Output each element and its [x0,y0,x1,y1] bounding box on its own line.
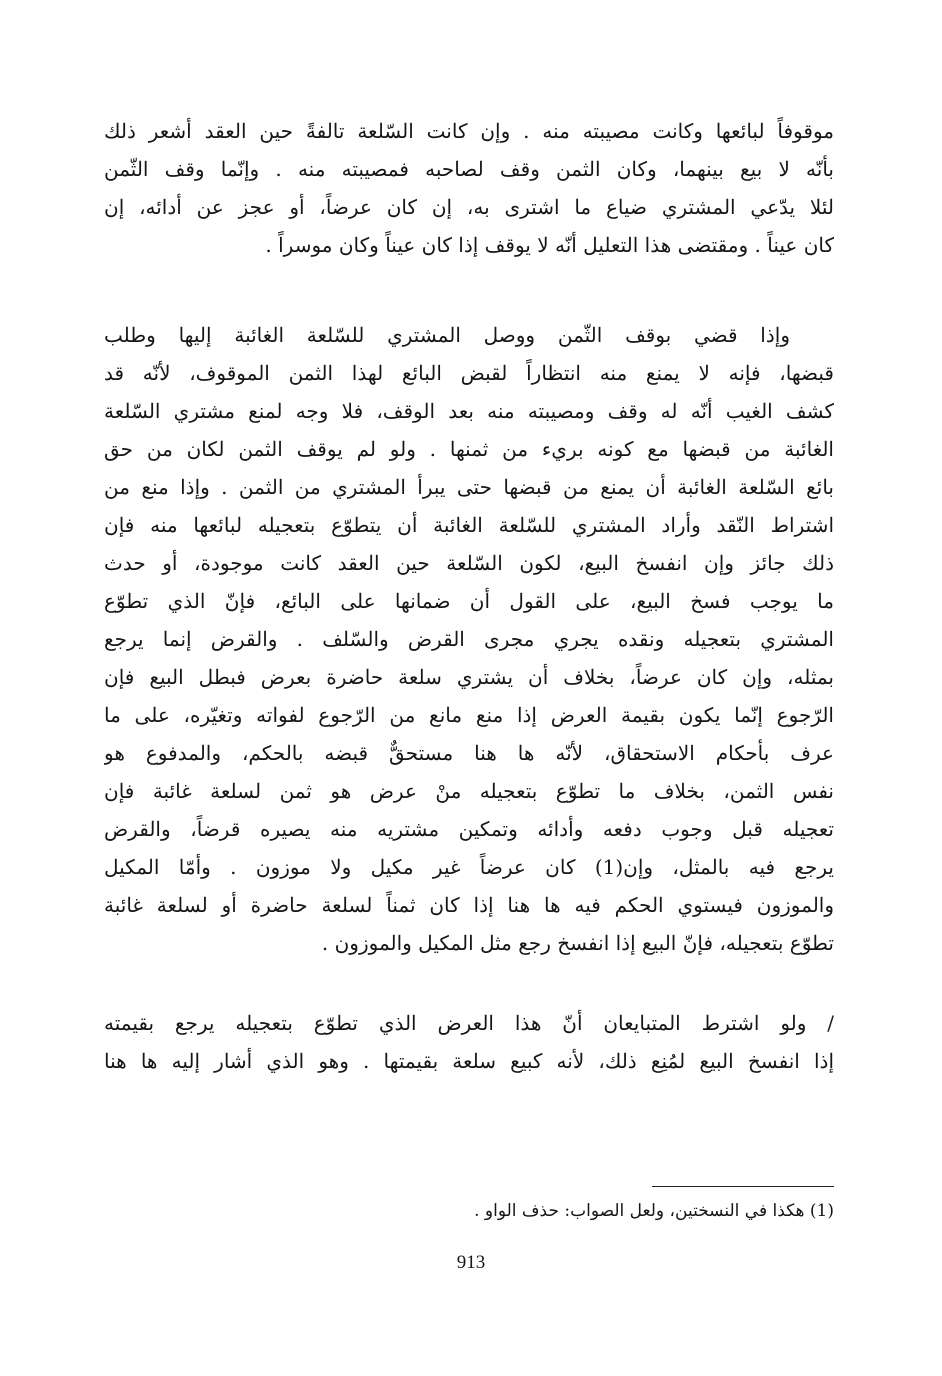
text-line: لئلا يدّعي المشتري ضياع ما اشترى به، إن كان عرضاً، أو عجز عن أدائه، إن [104,195,834,219]
text-line: بأنّه لا بيع بينهما، وكان الثمن وقف لصاحبه فمصيبته منه . وإنّما وقف الثّمن [104,157,834,181]
text-line: المشتري بتعجيله ونقده يجري مجرى القرض والسّلف . والقرض إنما يرجع [104,627,834,651]
text-line: كان عيناً . ومقتضى هذا التعليل أنّه لا يوقف إذا كان عيناً وكان موسراً . [265,233,834,257]
paragraph-3 [104,1004,834,1080]
footnote-divider [652,1186,834,1187]
text-line: كشف الغيب أنّه له وقف ومصيبته منه بعد الوقف، فلا وجه لمنع مشتري السّلعة [104,399,834,423]
text-line: تطوّع بتعجيله، فإنّ البيع إذا انفسخ رجع مثل المكيل والموزون . [321,931,834,955]
text-line: نفس الثمن، بخلاف ما تطوّع بتعجيله منْ عرض هو ثمن لسلعة غائبة فإن [104,779,834,803]
text-line: ما يوجب فسخ البيع، على القول أن ضمانها على البائع، فإنّ الذي تطوّع [104,589,834,613]
text-line: تعجيله قبل وجوب دفعه وأدائه وتمكين مشتريه منه يصيره قرضاً، والقرض [104,817,834,841]
text-line: موقوفاً لبائعها وكانت مصيبته منه . وإن كانت السّلعة تالفةً حين العقد أشعر ذلك [104,119,834,143]
paragraph-2 [104,316,834,962]
text-line: الرّجوع إنّما يكون بقيمة العرض إذا منع مانع من الرّجوع لفواته وتغيّره، على ما [104,703,834,727]
text-line: / ولو اشترط المتبايعان أنّ هذا العرض الذي تطوّع بتعجيله يرجع بقيمته [104,1011,834,1035]
text-line: قبضها، فإنه لا يمنع منه انتظاراً لقبض البائع لهذا الثمن الموقوف، لأنّه قد [104,361,834,385]
text-line: بائع السّلعة الغائبة أن يمنع من قبضها حتى يبرأ المشتري من الثمن . وإذا منع من [104,475,834,499]
text-line: إذا انفسخ البيع لمُنِع ذلك، لأنه كبيع سلعة بقيمتها . وهو الذي أشار إليه ها هنا [104,1049,834,1073]
text-line: اشتراط النّقد وأراد المشتري للسّلعة الغائبة أن يتطوّع بتعجيله لبائعها منه فإن [104,513,834,537]
text-line: الغائبة من قبضها مع كونه بريء من ثمنها . ولو لم يوقف الثمن لكان من حق [104,437,834,461]
paragraph-1 [104,112,834,264]
footnote: (1) هكذا في النسختين، ولعل الصواب: حذف الواو . [474,1201,834,1221]
text-line: عرف بأحكام الاستحقاق، لأنّه ها هنا مستحقٌّ قبضه بالحكم، والمدفوع هو [104,741,834,765]
text-line: وإذا قضي بوقف الثّمن ووصل المشتري للسّلعة الغائبة إليها وطلب [104,323,790,347]
text-line: والموزون فيستوي الحكم فيه ها هنا إذا كان ثمناً لسلعة حاضرة أو لسلعة غائبة [104,893,834,917]
text-line: بمثله، وإن كان عرضاً، بخلاف أن يشتري سلعة حاضرة بعرض فبطل البيع فإن [104,665,834,689]
text-line: ذلك جائز وإن انفسخ البيع، لكون السّلعة حين العقد كانت موجودة، أو حدث [104,551,834,575]
page-number: 913 [456,1252,486,1273]
text-line: يرجع فيه بالمثل، وإن(1) كان عرضاً غير مكيل ولا موزون . وأمّا المكيل [104,855,834,879]
